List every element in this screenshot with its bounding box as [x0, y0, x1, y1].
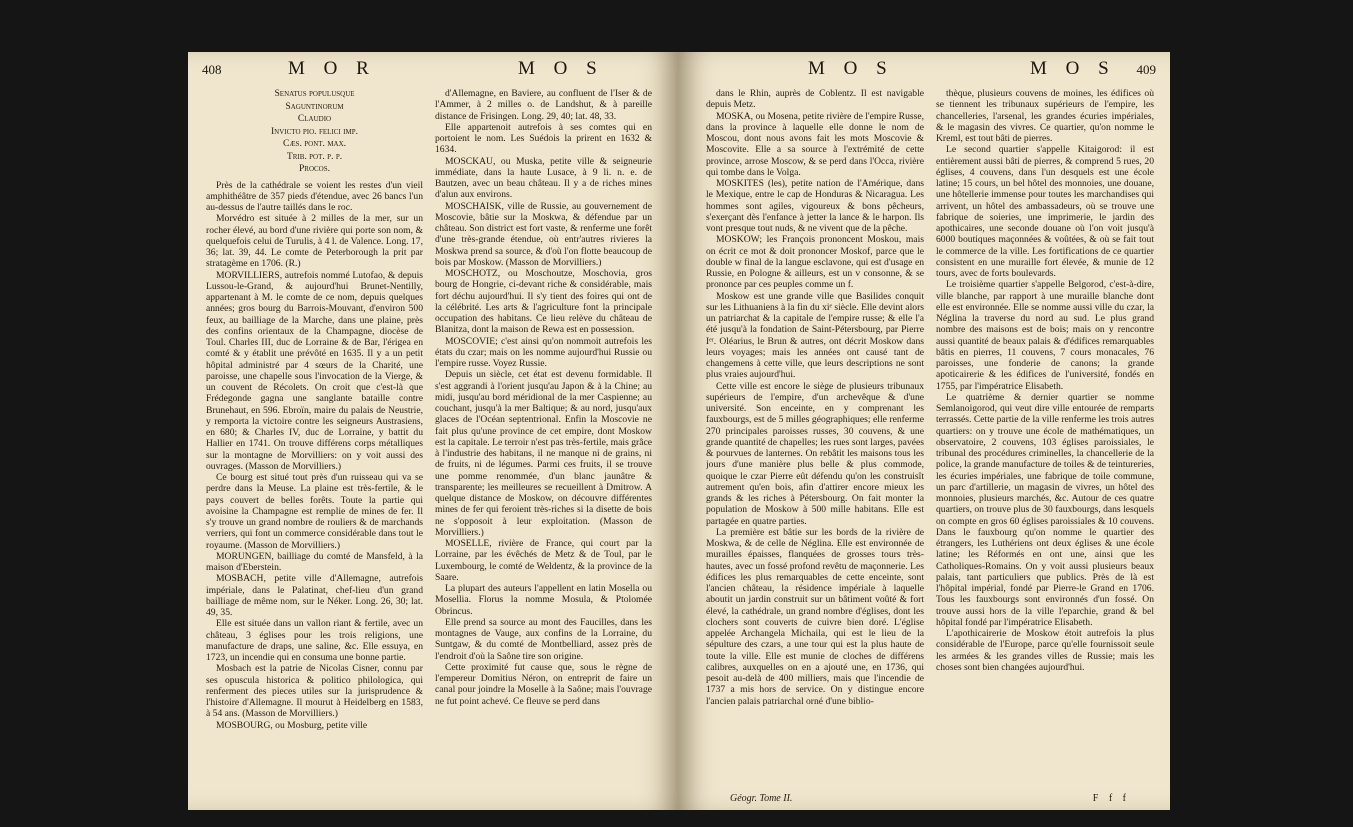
article-paragraph: Près de la cathédrale se voient les restes d'un vieil amphithéâtre de 357 pieds d'étendue, avec 26 bancs l'un au-dessus de l'autre taillés dans le roc.	[206, 179, 423, 213]
article-paragraph: Cette proximité fut cause que, sous le règne de l'empereur Domitius Néron, on entreprit de faire un canal pour joindre la Moselle à la Saône; mais l'ouvrage ne fut point achevé. Ce fleuve se perd dans	[435, 661, 652, 707]
inscription-line: Claudio	[297, 113, 332, 124]
article-paragraph: MORUNGEN, bailliage du comté de Mansfeld, à la maison d'Eberstein.	[206, 550, 423, 573]
inscription-line: Senatus populusque	[274, 88, 355, 99]
article-paragraph: Elle est située dans un vallon riant & fertile, avec un château, 3 églises pour les trois religions, une manufacture de draps, une saline, &c. Elle essuya, en 1723, un incendie qui en consuma une bonne partie.	[206, 618, 423, 663]
article-paragraph: Mosbach est la patrie de Nicolas Cisner, connu par ses opuscula historica & politico philologica, qui renferment des pieces utiles sur la jurisprudence & l'histoire d'Allemagne. Il mourut à Heidelberg en 1583, à 54 ans. (Masson de Morvilliers.)	[206, 663, 423, 720]
inscription-line: Invicto pio. felici imp.	[270, 125, 358, 137]
running-head	[678, 58, 1170, 84]
article-paragraph: MOSBACH, petite ville d'Allemagne, autrefois impériale, dans le Palatinat, chef-lieu d'un grand bailliage de même nom, sur le Néker. Long. 26, 30; lat. 49, 35.	[206, 573, 423, 618]
page-number: 409	[1136, 62, 1156, 77]
article-paragraph: MORVILLIERS, autrefois nommé Lutofao, & depuis Lussou-le-Grand, & aujourd'hui Brunet-Nentilly, appartenant à M. le comte de ce nom, depuis quelques années; gros bourg du Barrois-Mouvant, d'environ 500 feux, au bailliage de la Marche, dans une plaine, près des confins orientaux de la Champagne, diocèse de Toul. Charles III, duc de Lorraine & de Bar, l'érigea en comté & y établit une prévôté en 1635. Il y a un petit hôpital administré par 4 sœurs de la Charité, une paroisse, une chapelle sous l'invocation de la Vierge, & un couvent de Récolets. On croit que c'est-là que Frédegonde gagna une sanglante bataille contre Brunehaut, en 596. Ebroïn, maire du palais de Neustrie, y remporta la victoire contre les seigneurs Austrasiens, en 680; & Charles IV, duc de Lorraine, y battit du Hallier en 1741. On trouve différens corps métalliques sur la montagne de Morvilliers: on y voit aussi des ouvrages. (Masson de Morvilliers.)	[206, 269, 423, 472]
article-paragraph: MOSCHOTZ, ou Moschoutze, Moschovia, gros bourg de Hongrie, ci-devant riche & considérable, mais fort déchu aujourd'hui. Il s'y tient des foires qui ont de la célébrité. Les arts & l'agriculture font la principale occupation des habitans. Ce lieu relève du château de Blanitza, dont la maison de Rewa est en possession.	[435, 268, 652, 336]
right-page	[678, 52, 1170, 810]
article-paragraph: MOSCHAISK, ville de Russie, au gouvernement de Moscovie, bâtie sur la Moskwa, & défendue par un château. Son district est fort vaste, & renferme une forêt d'une très-grande étendue, où entr'autres rivieres la Moskwa prend sa source, & d'où l'on flotte beaucoup de bois par Moskow. (Masson de Morvilliers.)	[435, 200, 652, 268]
article-paragraph: MOSCKAU, ou Muska, petite ville & seigneurie immédiate, dans la haute Lusace, à 9 li. n. e. de Bautzen, avec un beau château. Il y a de riches mines d'alun aux environs.	[435, 155, 652, 201]
article-paragraph: d'Allemagne, en Baviere, au confluent de l'Iser & de l'Ammer, à 2 milles o. de Landshut, & à pareille distance de Frisingen. Long. 29, 40; lat. 48, 33.	[435, 88, 652, 122]
article-paragraph: MOSKOW; les François prononcent Moskou, mais on écrit ce mot & doit prononcer Moskof, parce que le double w final de la langue esclavone, qui est d'usage en Russie, en Pologne & ailleurs, est un v consonne, & se prononce par ces peuples comme un f.	[706, 234, 924, 291]
column-1	[206, 88, 423, 792]
article-paragraph: MOSKA, ou Mosena, petite rivière de l'empire Russe, dans la province à laquelle elle donne le nom de Moscou, dont nous avons fait les mots Moscovie & Moscovite. Elle a sa source à l'extrémité de cette province, arrose Moscow, & se perd dans l'Occa, rivière qui tombe dans le Volga.	[706, 110, 924, 178]
left-page	[188, 52, 678, 810]
headword-left: M O R	[288, 58, 376, 79]
inscription-line: Trib. pot. p. p.	[286, 150, 343, 162]
article-paragraph: thèque, plusieurs couvens de moines, les édifices où se tiennent les tribunaux supérieurs de l'empire, les chancelleries, l'arsenal, les grandes écuries impériales, & le magasin des vivres. Ce quartier, qu'on nomme le Kreml, est tout bâti de pierres.	[936, 88, 1154, 144]
article-paragraph: Le troisième quartier s'appelle Belgorod, c'est-à-dire, ville blanche, par rapport à une muraille blanche dont elle est environnée. Elle se nomme aussi ville du czar, la Néglina la traverse du nord au sud. Le plus grand nombre des maisons est de bois; mais on y rencontre aussi quantité de beaux palais & d'édifices remarquables bâtis en pierres, 11 couvens, 7 cours monacales, 76 paroisses, une fonderie de canons; la grande apoticairerie & les édifices de l'université, fondés en 1755, par l'impératrice Elisabeth.	[936, 279, 1154, 392]
article-paragraph: MOSELLE, rivière de France, qui court par la Lorraine, par les évêchés de Metz & de Toul, par le Luxembourg, le comté de Weldentz, & la province de la Saare.	[435, 538, 652, 583]
article-paragraph: MOSKITES (les), petite nation de l'Amérique, dans le Mexique, entre le cap de Honduras & Nicaragua. Les hommes sont agiles, vigoureux & bons pêcheurs, s'exerçant dès l'enfance à jetter la lance & le harpon. Ils vont presque tout nuds, & ne vivent que de la pêche.	[706, 178, 924, 234]
article-paragraph: Elle appartenoit autrefois à ses comtes qui en portoient le nom. Les Suédois la prirent en 1632 & 1634.	[435, 121, 652, 156]
inscription-line: Procos.	[298, 163, 331, 174]
article-paragraph: Moskow est une grande ville que Basilides conquit sur les Lithuaniens à la fin du xiᵉ siècle. Elle devint alors un patriarchat & la capitale de l'empire russe; & elle l'a été jusqu'à la fondation de Saint-Pétersbourg, par Pierre Iᵉʳ. Oléarius, le Brun & autres, ont décrit Moskow dans leurs voyages; mais les années ont causé tant de changemens à cette ville, que leurs descriptions ne sont plus vraies aujourd'hui.	[706, 290, 924, 381]
article-paragraph: Elle prend sa source au mont des Faucilles, dans les montagnes de Vauge, aux confins de la Lorraine, du Suntgaw, & du comté de Montbelliard, assez près de l'endroit d'où la Saône tire son origine.	[435, 616, 652, 662]
column-2	[435, 88, 652, 792]
text-columns	[206, 88, 652, 792]
inscription-line: Cæs. pont. max.	[282, 138, 347, 149]
text-columns	[706, 88, 1154, 792]
headword-right: M O S	[1030, 58, 1116, 79]
headword-right: M O S	[518, 58, 604, 79]
article-paragraph: L'apothicairerie de Moskow étoit autrefois la plus considérable de l'Europe, parce qu'elle fournissoit seule les armées & les grandes villes de Russie; mais les choses sont bien changées aujourd'hui.	[936, 628, 1154, 673]
column-1	[706, 88, 924, 792]
latin-inscription	[206, 88, 423, 176]
article-paragraph: Ce bourg est situé tout près d'un ruisseau qui va se perdre dans la Meuse. La plaine est très-fertile, & le pays couvert de belles forêts. Toute la partie qui avoisine la Champagne est remplie de mines de fer. Il s'y trouve un grand nombre de rouliers & de marchands verriers, qui font un commerce considérable dans tout le royaume. (Masson de Morvilliers.)	[206, 472, 423, 551]
article-paragraph: Morvédro est située à 2 milles de la mer, sur un rocher élevé, au bord d'une rivière qui porte son nom, & quelquefois celui de Turulis, à 4 l. de Valence. Long. 17, 36; lat. 39, 44. Le comte de Peterborough la prit par stratagème en 1706. (R.)	[206, 213, 423, 270]
article-paragraph: dans le Rhin, auprès de Coblentz. Il est navigable depuis Metz.	[706, 88, 924, 111]
article-paragraph: Cette ville est encore le siège de plusieurs tribunaux supérieurs de l'empire, d'un archevêque & d'une université. Son enceinte, en y comprenant les fauxbourgs, est de 5 milles géographiques; elle renferme 270 principales paroisses russes, 30 couvens, & une grande quantité de chapelles; les rues sont larges, pavées & pourvues de lanternes. On rebâtit les maisons tous les jours d'une manière plus belle & plus commode, quoique le czar Pierre eût défendu qu'on les construisît autrement qu'en bois, afin d'attirer encore mieux les grands & les riches à Pétersbourg. On fait monter la population de Moskow à 500 mille habitans. Elle est partagée en quatre parties.	[706, 380, 924, 527]
article-paragraph: Le quatrième & dernier quartier se nomme Semlanoigorod, qui veut dire ville entourée de remparts terrassés. Cette partie de la ville renferme les trois autres quartiers: on y trouve une école de mathématiques, un observatoire, 2 couvens, 103 églises paroissiales, le tribunal des procédures criminelles, la chancellerie de la police, la grande manufacture de toiles & de teintureries, les écuries impériales, une fabrique de toile commune, un parc d'artillerie, un magasin de vivres, un hôtel des monnoies, plusieurs marchés, &c. Autour de ces quatre quartiers, on trouve plus de 30 fauxbourgs, dans lesquels on compte en gros 60 églises paroissiales & 10 couvens. Dans le fauxbourg qu'on nomme le quartier des étrangers, les Luthériens ont deux églises & une école latine; les Réformés en ont une, ainsi que les Catholiques-Romains. On y voit aussi plusieurs beaux palais, tant particuliers que publics. Près de là est l'hôpital impérial, fondé par Pierre-le Grand en 1706. Tous les fauxbourgs sont environnés d'un fossé. On trouve aussi hors de la ville l'eparchie, grand & bel hôpital fondé par l'impératrice Elisabeth.	[936, 391, 1154, 628]
inscription-line: Saguntinorum	[285, 100, 344, 112]
catchword: F f f	[1092, 793, 1130, 804]
article-paragraph: La première est bâtie sur les bords de la rivière de Moskwa, & de celle de Néglina. Elle est environnée de murailles épaisses, flanquées de grosses tours très-hautes, avec un fossé profond revêtu de maçonnerie. Les édifices les plus remarquables de cette enceinte, sont l'ancien château, la résidence impériale à laquelle aboutit un jardin construit sur un bâtiment voûté & fort élevé, la cathédrale, un grand nombre d'églises, dont les clochers sont couverts de cuivre bien doré. L'église appelée Archangela Michaila, qui est le lieu de la sépulture des czars, a une tour qui est la plus haute de toute la ville. Elle est munie de cloches de différens calibres, auxquelles on en a ajouté une, en 1736, qui pesoit au-delà de 400 milliers, mais que l'incendie de 1737 a mis hors de service. On y distingue encore l'ancien palais patriarchal orné d'une biblio-	[706, 526, 924, 707]
article-paragraph: Depuis un siècle, cet état est devenu formidable. Il s'est aggrandi à l'orient jusqu'au Japon & à la Chine; au midi, jusqu'au bord méridional de la mer Caspienne; au couchant, jusqu'à la mer Baltique; & au nord, jusqu'aux glaces de l'Océan septentrional. Enfin la Moscovie ne fait plus qu'une province de cet empire, dont Moskow est la capitale. Le terroir n'est pas très-fertile, mais grâce à l'industrie des habitans, il ne manque ni de grains, ni de fruits, ni de légumes. Parmi ces fruits, il se trouve une pomme renommée, d'un blanc jaunâtre & transparente; les meilleures se recueillent à Dmitrow. A quelque distance de Moskow, on découvre différentes mines de fer qui feroient très-riches si la disette de bois ne s'opposoit à leur exploitation. (Masson de Morvilliers.)	[435, 369, 652, 538]
article-paragraph: MOSBOURG, ou Mosburg, petite ville	[216, 719, 368, 731]
signature-mark: Géogr. Tome II.	[730, 793, 793, 804]
article-paragraph: La plupart des auteurs l'appellent en latin Mosella ou Mosellia. Florus la nomme Mosula, & Ptolomée Obrincus.	[435, 583, 652, 617]
article-paragraph: MOSCOVIE; c'est ainsi qu'on nommoit autrefois les états du czar; mais on les nomme aujourd'hui Russie ou l'empire russe. Voyez Russie.	[435, 335, 652, 369]
column-2	[936, 88, 1154, 792]
running-head	[188, 58, 678, 84]
page-number: 408	[202, 62, 222, 77]
headword-left: M O S	[808, 58, 894, 79]
article-paragraph: Le second quartier s'appelle Kitaigorod: il est entièrement aussi bâti de pierres, & comprend 5 rues, 20 églises, 4 couvens, dans l'un desquels est une école latine; 15 cours, un bel hôtel des monnoies, une douane, une hôtellerie immense pour toutes les marchandises qui arrivent, un hôtel des ambassadeurs, où se trouve une fabrique de soieries, une imprimerie, le jardin des apothicaires, une seconde douane où l'on voit jusqu'à 6000 boutiques maçonnées & voûtées, & où se fait tout le commerce de la ville. Les fortifications de ce quartier consistent en une muraille fort élevée, & munie de 12 tours, avec de forts boulevards.	[936, 144, 1154, 279]
